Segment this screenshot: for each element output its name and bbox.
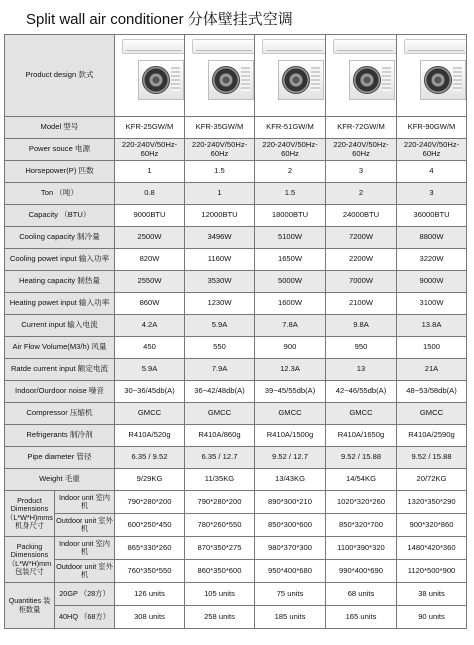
spec-row-label: Horsepower(P) 匹数 bbox=[5, 161, 115, 183]
spec-value: 2 bbox=[255, 161, 326, 183]
spec-row bbox=[5, 117, 467, 139]
spec-row-label: Indoor/Ourdoor noise 噪音 bbox=[5, 381, 115, 403]
spec-row-label: Capacity （BTU） bbox=[5, 205, 115, 227]
spec-value: 39~45/55db(A) bbox=[255, 381, 326, 403]
outdoor-unit-image bbox=[138, 60, 184, 100]
spec-value: 2100W bbox=[326, 293, 397, 315]
outdoor-unit-image bbox=[208, 60, 254, 100]
spec-value: 7000W bbox=[326, 271, 397, 293]
quantities-label: Quantities 装柜数量 bbox=[5, 583, 55, 629]
spec-row bbox=[5, 139, 467, 161]
outdoor-unit-image bbox=[278, 60, 324, 100]
packing-indoor-row bbox=[5, 537, 467, 560]
spec-value: 6.35 / 12.7 bbox=[185, 447, 255, 469]
spec-row-label: Refrigerants 制冷剂 bbox=[5, 425, 115, 447]
qty-40hq-value: 90 units bbox=[397, 606, 467, 629]
packing-outdoor-value: 990*400*690 bbox=[326, 560, 397, 583]
spec-value: 3 bbox=[326, 161, 397, 183]
product-outdoor-value: 600*250*450 bbox=[115, 514, 185, 537]
packing-indoor-value: 1100*390*320 bbox=[326, 537, 397, 560]
spec-row bbox=[5, 447, 467, 469]
spec-row bbox=[5, 425, 467, 447]
spec-value: 9.52 / 15.88 bbox=[397, 447, 467, 469]
spec-value: 3100W bbox=[397, 293, 467, 315]
product-indoor-value: 790*280*200 bbox=[115, 491, 185, 514]
product-image bbox=[185, 35, 255, 117]
spec-value: 8800W bbox=[397, 227, 467, 249]
spec-value: 5100W bbox=[255, 227, 326, 249]
spec-row bbox=[5, 293, 467, 315]
spec-value: 9.8A bbox=[326, 315, 397, 337]
spec-value: 5.9A bbox=[185, 315, 255, 337]
spec-value: 9.52 / 12.7 bbox=[255, 447, 326, 469]
spec-value: 1500 bbox=[397, 337, 467, 359]
product-outdoor-value: 780*260*550 bbox=[185, 514, 255, 537]
spec-value: KFR-35GW/M bbox=[185, 117, 255, 139]
spec-value: 1160W bbox=[185, 249, 255, 271]
spec-value: 42~46/55db(A) bbox=[326, 381, 397, 403]
product-indoor-label: Indoor unit 室内机 bbox=[55, 491, 115, 514]
spec-value: 1 bbox=[115, 161, 185, 183]
packing-indoor-label: Indoor unit 室内机 bbox=[55, 537, 115, 560]
product-outdoor-label: Outdoor unit 室外机 bbox=[55, 514, 115, 537]
spec-value: 7200W bbox=[326, 227, 397, 249]
spec-row bbox=[5, 315, 467, 337]
spec-value: 950 bbox=[326, 337, 397, 359]
spec-row-label: Cooling powet input 输入功率 bbox=[5, 249, 115, 271]
spec-value: 5.9A bbox=[115, 359, 185, 381]
product-image bbox=[255, 35, 326, 117]
spec-value: KFR-25GW/M bbox=[115, 117, 185, 139]
spec-row-label: Compressor 压缩机 bbox=[5, 403, 115, 425]
spec-value: 9000BTU bbox=[115, 205, 185, 227]
spec-value: GMCC bbox=[255, 403, 326, 425]
spec-value: 14/54KG bbox=[326, 469, 397, 491]
spec-row-label: Cooling capacity 制冷量 bbox=[5, 227, 115, 249]
spec-row bbox=[5, 381, 467, 403]
product-image bbox=[115, 35, 185, 117]
spec-value: 2550W bbox=[115, 271, 185, 293]
spec-value: 9/29KG bbox=[115, 469, 185, 491]
spec-value: 48~53/58db(A) bbox=[397, 381, 467, 403]
indoor-unit-image bbox=[333, 39, 397, 54]
spec-value: 6.35 / 9.52 bbox=[115, 447, 185, 469]
qty-20gp-value: 38 units bbox=[397, 583, 467, 606]
spec-value: 36000BTU bbox=[397, 205, 467, 227]
packing-outdoor-value: 760*350*550 bbox=[115, 560, 185, 583]
spec-value: 550 bbox=[185, 337, 255, 359]
spec-value: R410A/520g bbox=[115, 425, 185, 447]
spec-value: 18000BTU bbox=[255, 205, 326, 227]
spec-value: R410A/1500g bbox=[255, 425, 326, 447]
spec-table-body bbox=[5, 35, 467, 629]
spec-value: 900 bbox=[255, 337, 326, 359]
spec-value: GMCC bbox=[185, 403, 255, 425]
packing_dimensions-label: Packing Dimensions （L*W*H)mm 包装尺寸 bbox=[5, 537, 55, 583]
qty-20gp-row bbox=[5, 583, 467, 606]
spec-value: 820W bbox=[115, 249, 185, 271]
product-outdoor-value: 850*300*600 bbox=[255, 514, 326, 537]
spec-value: 1600W bbox=[255, 293, 326, 315]
qty-20gp-value: 75 units bbox=[255, 583, 326, 606]
spec-row-label: Pipe diameter 管径 bbox=[5, 447, 115, 469]
spec-row-label: Power souce 电源 bbox=[5, 139, 115, 161]
packing-indoor-value: 865*330*260 bbox=[115, 537, 185, 560]
spec-value: 3496W bbox=[185, 227, 255, 249]
spec-value: 12000BTU bbox=[185, 205, 255, 227]
spec-value: 1 bbox=[185, 183, 255, 205]
spec-value: KFR-90GW/M bbox=[397, 117, 467, 139]
spec-value: 220-240V/50Hz-60Hz bbox=[255, 139, 326, 161]
outdoor-unit-image bbox=[420, 60, 466, 100]
packing-outdoor-value: 860*350*600 bbox=[185, 560, 255, 583]
spec-value: 7.9A bbox=[185, 359, 255, 381]
product-indoor-value: 1020*320*260 bbox=[326, 491, 397, 514]
spec-value: R410A/860g bbox=[185, 425, 255, 447]
outdoor-unit-image bbox=[349, 60, 395, 100]
indoor-unit-image bbox=[192, 39, 255, 54]
spec-value: 21A bbox=[397, 359, 467, 381]
product-indoor-value: 1320*350*290 bbox=[397, 491, 467, 514]
indoor-unit-image bbox=[404, 39, 467, 54]
spec-value: 860W bbox=[115, 293, 185, 315]
spec-value: 1650W bbox=[255, 249, 326, 271]
product-design-row bbox=[5, 35, 467, 117]
spec-value: 1230W bbox=[185, 293, 255, 315]
packing-outdoor-label: Outdoor unit 室外机 bbox=[55, 560, 115, 583]
spec-value: 220-240V/50Hz-60Hz bbox=[115, 139, 185, 161]
product-image bbox=[326, 35, 397, 117]
packing-indoor-value: 980*370*300 bbox=[255, 537, 326, 560]
product-indoor-value: 890*300*210 bbox=[255, 491, 326, 514]
product-design-label: Product design 款式 bbox=[5, 35, 115, 117]
spec-value: 220-240V/50Hz-60Hz bbox=[185, 139, 255, 161]
spec-value: GMCC bbox=[115, 403, 185, 425]
spec-row-label: Ratde current input 额定电流 bbox=[5, 359, 115, 381]
packing-outdoor-value: 950*400*680 bbox=[255, 560, 326, 583]
qty-40hq-row bbox=[5, 606, 467, 629]
spec-value: 4 bbox=[397, 161, 467, 183]
spec-value: 7.8A bbox=[255, 315, 326, 337]
spec-row-label: Current input 输入电流 bbox=[5, 315, 115, 337]
spec-value: 9000W bbox=[397, 271, 467, 293]
qty-40hq-value: 308 units bbox=[115, 606, 185, 629]
spec-row-label: Model 型号 bbox=[5, 117, 115, 139]
spec-value: 220-240V/50Hz-60Hz bbox=[326, 139, 397, 161]
spec-value: 5000W bbox=[255, 271, 326, 293]
spec-value: 9.52 / 15.88 bbox=[326, 447, 397, 469]
product-outdoor-row bbox=[5, 514, 467, 537]
packing-outdoor-value: 1120*500*900 bbox=[397, 560, 467, 583]
spec-row bbox=[5, 249, 467, 271]
spec-row-label: Air Flow Volume(M3/h) 风量 bbox=[5, 337, 115, 359]
spec-row-label: Weight 毛重 bbox=[5, 469, 115, 491]
spec-value: 36~42/48db(A) bbox=[185, 381, 255, 403]
spec-value: 450 bbox=[115, 337, 185, 359]
spec-row bbox=[5, 469, 467, 491]
spec-value: KFR-51GW/M bbox=[255, 117, 326, 139]
spec-row-label: Ton （吨） bbox=[5, 183, 115, 205]
spec-row-label: Heating powet input 输入功率 bbox=[5, 293, 115, 315]
qty-20gp-value: 126 units bbox=[115, 583, 185, 606]
qty-20gp-value: 68 units bbox=[326, 583, 397, 606]
spec-value: 1.5 bbox=[255, 183, 326, 205]
spec-row bbox=[5, 337, 467, 359]
spec-value: 11/35KG bbox=[185, 469, 255, 491]
spec-row bbox=[5, 227, 467, 249]
spec-value: 0.8 bbox=[115, 183, 185, 205]
spec-row bbox=[5, 271, 467, 293]
spec-value: GMCC bbox=[326, 403, 397, 425]
spec-row bbox=[5, 183, 467, 205]
qty-40hq-value: 165 units bbox=[326, 606, 397, 629]
product_dimensions-label: Product Dimensions （L*W*H)mms 机身尺寸 bbox=[5, 491, 55, 537]
indoor-unit-image bbox=[122, 39, 185, 54]
spec-value: 2 bbox=[326, 183, 397, 205]
spec-value: 20/72KG bbox=[397, 469, 467, 491]
page-title: Split wall air conditioner 分体壁挂式空调 bbox=[26, 11, 293, 28]
spec-row bbox=[5, 403, 467, 425]
packing-indoor-value: 870*350*275 bbox=[185, 537, 255, 560]
packing-outdoor-row bbox=[5, 560, 467, 583]
spec-value: 3220W bbox=[397, 249, 467, 271]
spec-row bbox=[5, 161, 467, 183]
qty-40hq-value: 185 units bbox=[255, 606, 326, 629]
indoor-unit-image bbox=[262, 39, 326, 54]
spec-value: 24000BTU bbox=[326, 205, 397, 227]
spec-value: R410A/2590g bbox=[397, 425, 467, 447]
product-indoor-row bbox=[5, 491, 467, 514]
spec-value: 220-240V/50Hz-60Hz bbox=[397, 139, 467, 161]
spec-value: 3530W bbox=[185, 271, 255, 293]
spec-value: 2500W bbox=[115, 227, 185, 249]
spec-value: 1.5 bbox=[185, 161, 255, 183]
qty-40hq-label: 40HQ （68方） bbox=[55, 606, 115, 629]
spec-value: 13 bbox=[326, 359, 397, 381]
product-outdoor-value: 850*320*700 bbox=[326, 514, 397, 537]
spec-table bbox=[4, 34, 467, 629]
spec-row bbox=[5, 359, 467, 381]
qty-20gp-label: 20GP （28方） bbox=[55, 583, 115, 606]
spec-value: 30~36/45db(A) bbox=[115, 381, 185, 403]
spec-value: GMCC bbox=[397, 403, 467, 425]
product-image bbox=[397, 35, 467, 117]
product-outdoor-value: 900*320*860 bbox=[397, 514, 467, 537]
spec-value: KFR-72GW/M bbox=[326, 117, 397, 139]
spec-value: 4.2A bbox=[115, 315, 185, 337]
qty-40hq-value: 258 units bbox=[185, 606, 255, 629]
spec-row bbox=[5, 205, 467, 227]
spec-value: 12.3A bbox=[255, 359, 326, 381]
qty-20gp-value: 105 units bbox=[185, 583, 255, 606]
spec-value: 3 bbox=[397, 183, 467, 205]
spec-value: R410A/1650g bbox=[326, 425, 397, 447]
spec-value: 2200W bbox=[326, 249, 397, 271]
packing-indoor-value: 1480*420*360 bbox=[397, 537, 467, 560]
spec-value: 13/43KG bbox=[255, 469, 326, 491]
product-indoor-value: 790*280*200 bbox=[185, 491, 255, 514]
spec-row-label: Heating capacity 制热量 bbox=[5, 271, 115, 293]
spec-value: 13.8A bbox=[397, 315, 467, 337]
